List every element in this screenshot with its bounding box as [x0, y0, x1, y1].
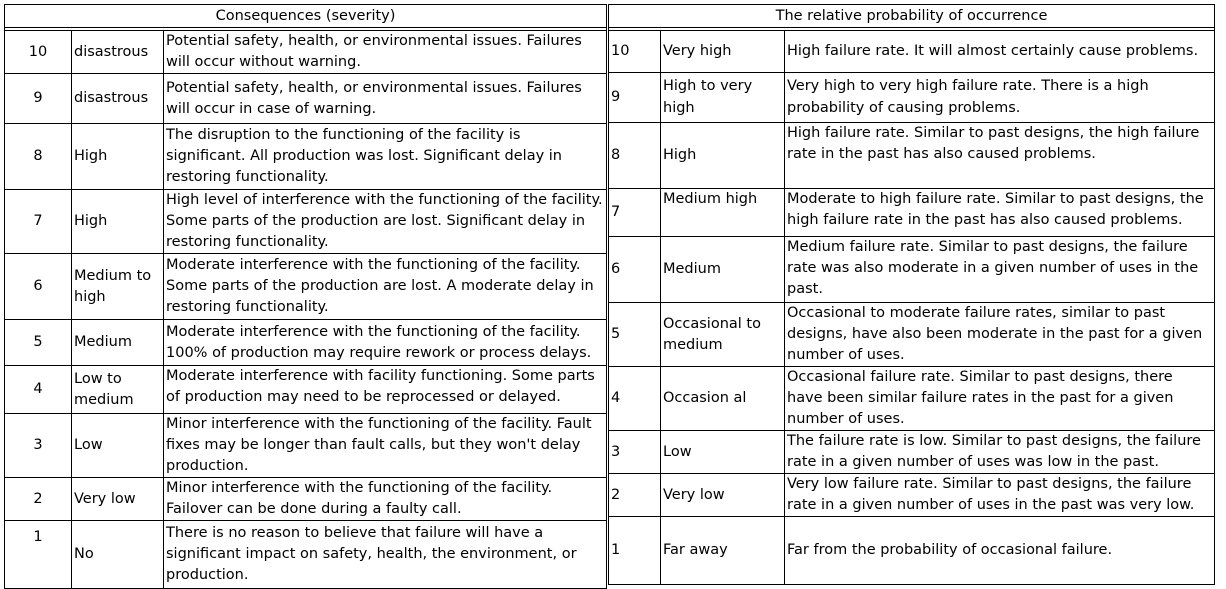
probability-level: Far away — [661, 517, 785, 585]
table-row — [609, 367, 1215, 431]
table-row — [5, 74, 607, 124]
severity-header-row — [5, 5, 607, 28]
probability-number: 5 — [609, 303, 661, 367]
table-row — [609, 474, 1215, 517]
table-row — [609, 431, 1215, 474]
probability-description: High failure rate. Similar to past designs, the high failure rate in the past has also caused problems. — [785, 123, 1215, 189]
severity-number: 4 — [5, 366, 72, 414]
probability-description: Very high to very high failure rate. There is a high probability of causing problems. — [785, 73, 1215, 123]
table-row — [609, 303, 1215, 367]
severity-number: 7 — [5, 190, 72, 254]
severity-number: 3 — [5, 414, 72, 478]
table-row — [609, 123, 1215, 189]
severity-description: The disruption to the functioning of the facility is significant. All production was lost. Significant delay in restoring functionality. — [164, 124, 607, 190]
table-row — [5, 31, 607, 74]
table-row — [609, 237, 1215, 303]
severity-level: Medium — [72, 320, 164, 366]
table-row — [609, 73, 1215, 123]
probability-number: 8 — [609, 123, 661, 189]
table-row — [5, 478, 607, 521]
severity-title: Consequences (severity) — [5, 5, 607, 28]
severity-description: Moderate interference with facility functioning. Some parts of production may need to be reprocessed or delayed. — [164, 366, 607, 414]
probability-number: 7 — [609, 189, 661, 237]
severity-level: disastrous — [72, 74, 164, 124]
table-row — [5, 254, 607, 320]
severity-description: Potential safety, health, or environmental issues. Failures will occur without warning. — [164, 31, 607, 74]
probability-number: 3 — [609, 431, 661, 474]
probability-description: Occasional failure rate. Similar to past designs, there have been similar failure rates in the past for a given number of uses. — [785, 367, 1215, 431]
severity-level: Low to medium — [72, 366, 164, 414]
severity-number: 8 — [5, 124, 72, 190]
severity-description: There is no reason to believe that failure will have a significant impact on safety, health, the environment, or production. — [164, 521, 607, 589]
probability-number: 2 — [609, 474, 661, 517]
table-row — [5, 521, 607, 589]
probability-header-row — [609, 5, 1215, 28]
table-row — [609, 517, 1215, 585]
severity-number: 10 — [5, 31, 72, 74]
probability-level: Occasion al — [661, 367, 785, 431]
probability-number: 10 — [609, 31, 661, 73]
probability-number: 4 — [609, 367, 661, 431]
severity-description: Minor interference with the functioning of the facility. Fault fixes may be longer than fault calls, but they won't delay production. — [164, 414, 607, 478]
probability-level: Medium high — [661, 189, 785, 237]
probability-description: Moderate to high failure rate. Similar to past designs, the high failure rate in the past has also caused problems. — [785, 189, 1215, 237]
table-row — [5, 414, 607, 478]
probability-description: Medium failure rate. Similar to past designs, the failure rate was also moderate in a given number of uses in the past. — [785, 237, 1215, 303]
severity-number: 5 — [5, 320, 72, 366]
table-row — [5, 190, 607, 254]
severity-number: 2 — [5, 478, 72, 521]
probability-description: Far from the probability of occasional failure. — [785, 517, 1215, 585]
probability-table — [608, 4, 1215, 585]
severity-description: Moderate interference with the functioning of the facility. 100% of production may require rework or process delays. — [164, 320, 607, 366]
table-row — [5, 124, 607, 190]
probability-description: The failure rate is low. Similar to past designs, the failure rate in a given number of uses was low in the past. — [785, 431, 1215, 474]
probability-title: The relative probability of occurrence — [609, 5, 1215, 28]
probability-level: Occasional to medium — [661, 303, 785, 367]
severity-level: Very low — [72, 478, 164, 521]
probability-level: Low — [661, 431, 785, 474]
severity-number: 6 — [5, 254, 72, 320]
probability-level: Very low — [661, 474, 785, 517]
table-row — [5, 320, 607, 366]
severity-table — [4, 4, 607, 589]
severity-description: High level of interference with the functioning of the facility. Some parts of the production are lost. Significant delay in restoring functionality. — [164, 190, 607, 254]
severity-description: Moderate interference with the functioning of the facility. Some parts of the production are lost. A moderate delay in restoring functionality. — [164, 254, 607, 320]
probability-number: 1 — [609, 517, 661, 585]
severity-level: No — [72, 521, 164, 589]
probability-level: High to very high — [661, 73, 785, 123]
probability-description: Very low failure rate. Similar to past designs, the failure rate in a given number of uses in the past was very low. — [785, 474, 1215, 517]
severity-level: disastrous — [72, 31, 164, 74]
probability-description: Occasional to moderate failure rates, similar to past designs, have also been moderate in the past for a given number of uses. — [785, 303, 1215, 367]
severity-description: Potential safety, health, or environmental issues. Failures will occur in case of warning. — [164, 74, 607, 124]
probability-level: High — [661, 123, 785, 189]
severity-number: 1 — [5, 521, 72, 589]
probability-level: Very high — [661, 31, 785, 73]
probability-number: 9 — [609, 73, 661, 123]
severity-level: High — [72, 190, 164, 254]
severity-level: Medium to high — [72, 254, 164, 320]
probability-level: Medium — [661, 237, 785, 303]
table-row — [609, 31, 1215, 73]
table-row — [609, 189, 1215, 237]
probability-number: 6 — [609, 237, 661, 303]
probability-description: High failure rate. It will almost certainly cause problems. — [785, 31, 1215, 73]
severity-level: Low — [72, 414, 164, 478]
severity-level: High — [72, 124, 164, 190]
severity-number: 9 — [5, 74, 72, 124]
severity-description: Minor interference with the functioning of the facility. Failover can be done during a faulty call. — [164, 478, 607, 521]
table-row — [5, 366, 607, 414]
